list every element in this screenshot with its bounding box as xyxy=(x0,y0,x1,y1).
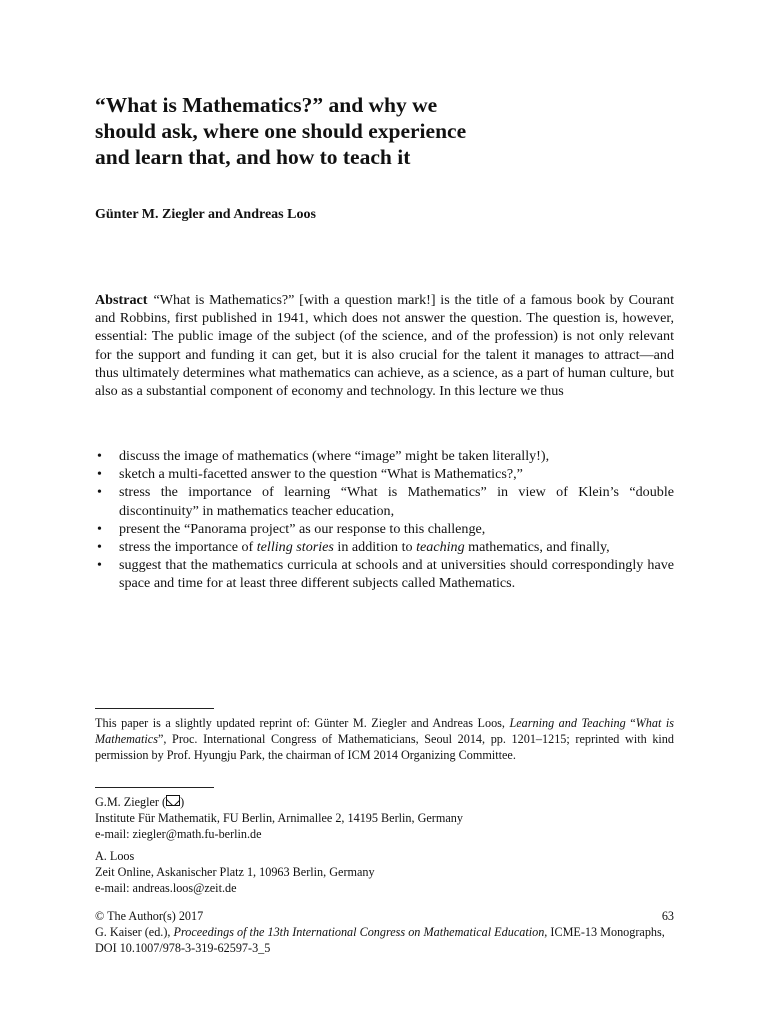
list-item xyxy=(95,538,674,556)
author-email: e-mail: ziegler@math.fu-berlin.de xyxy=(95,827,262,842)
footnote xyxy=(95,715,674,764)
footnote-emphasis: What is Mathematics xyxy=(95,716,674,747)
author-institute: Zeit Online, Askanischer Platz 1, 10963 Berlin, Germany xyxy=(95,865,375,880)
page-number: 63 xyxy=(661,909,674,923)
footnote-text-pre: This paper is a slightly updated reprint of: Günter M. Ziegler and Andreas Loos, xyxy=(95,716,510,730)
list-item xyxy=(95,483,674,519)
bullet-icon: • xyxy=(97,484,102,501)
citation-editor: G. Kaiser (ed.), xyxy=(95,925,174,940)
title-line-1: “What is Mathematics?” and why we xyxy=(95,93,438,117)
bullet-text: sketch a multi-facetted answer to the question “What is Mathematics?,” xyxy=(119,466,523,483)
list-item xyxy=(95,465,674,483)
bullet-icon: • xyxy=(97,448,102,464)
footnote-emphasis: Learning and Teaching xyxy=(509,716,626,730)
citation xyxy=(95,924,674,956)
bullet-text: present the “Panorama project” as our response to this challenge, xyxy=(119,520,486,537)
author-institute: Institute Für Mathematik, FU Berlin, Arnimallee 2, 14195 Berlin, Germany xyxy=(95,811,463,826)
author-email: e-mail: andreas.loos@zeit.de xyxy=(95,881,237,896)
footnote-quote: “ xyxy=(625,716,636,730)
bullet-icon: • xyxy=(97,539,102,556)
bullet-text-post: mathematics, and finally, xyxy=(464,539,610,556)
author-list: Günter M. Ziegler and Andreas Loos xyxy=(95,207,316,222)
envelope-icon xyxy=(166,795,180,806)
bullet-text-pre: stress the importance of xyxy=(119,539,257,556)
citation-series: , ICME-13 Monographs, DOI 10.1007/978-3-319-62597-3_5 xyxy=(95,925,665,956)
author-name: A. Loos xyxy=(95,849,135,863)
list-item xyxy=(95,447,674,465)
list-item xyxy=(95,556,674,592)
footnote-divider xyxy=(95,708,214,709)
author-name-close: ) xyxy=(180,795,185,809)
abstract xyxy=(95,291,674,400)
abstract-text: “What is Mathematics?” [with a question mark!] is the title of a famous book by Courant and Robbins, first published in 1941, which does not answer the question. The question is, however, essential: The public image of the subject (of the science, and of the profession) is not only relevant for the support and funding it can get, but it is also crucial for the talent it manages to attract—and thus ultimately determines what mathematics can achieve, as a science, as a part of human culture, but also as a substantial component of economy and technology. In this lecture we thus xyxy=(95,292,674,400)
citation-proceedings: Proceedings of the 13th International Congress on Mathematical Education xyxy=(173,925,545,940)
title-line-2: should ask, where one should experience xyxy=(95,119,467,143)
bullet-icon: • xyxy=(97,557,102,574)
bullet-text: stress the importance of learning “What is Mathematics” in view of Klein’s “double discontinuity” in mathematics teacher education, xyxy=(119,484,674,519)
publication-info xyxy=(95,908,674,957)
title-line-3: and learn that, and how to teach it xyxy=(95,145,411,169)
bullet-emphasis: telling stories xyxy=(256,539,334,556)
affiliation-loos xyxy=(95,848,674,897)
abstract-label: Abstract xyxy=(95,292,148,308)
copyright: © The Author(s) 2017 xyxy=(95,909,204,923)
list-item xyxy=(95,520,674,538)
bullet-icon: • xyxy=(97,466,102,483)
bullet-emphasis: teaching xyxy=(416,539,465,556)
bullet-text-mid: in addition to xyxy=(333,539,417,556)
paper-title xyxy=(95,92,675,170)
bullet-text: suggest that the mathematics curricula at schools and at universities should correspondingly have space and time for at least three different subjects called Mathematics. xyxy=(119,557,674,592)
bullet-text: discuss the image of mathematics (where “image” might be taken literally!), xyxy=(119,448,550,464)
bullet-icon: • xyxy=(97,520,102,537)
affiliation-ziegler xyxy=(95,794,674,843)
author-name: G.M. Ziegler ( xyxy=(95,795,167,809)
footnote-text-post: ”, Proc. International Congress of Mathematicians, Seoul 2014, pp. 1201–1215; reprinted with kind permission by Prof. Hyungju Park, the chairman of ICM 2014 Organizing Committee. xyxy=(95,732,674,763)
bullet-list xyxy=(95,447,674,593)
affiliation-divider xyxy=(95,787,214,788)
